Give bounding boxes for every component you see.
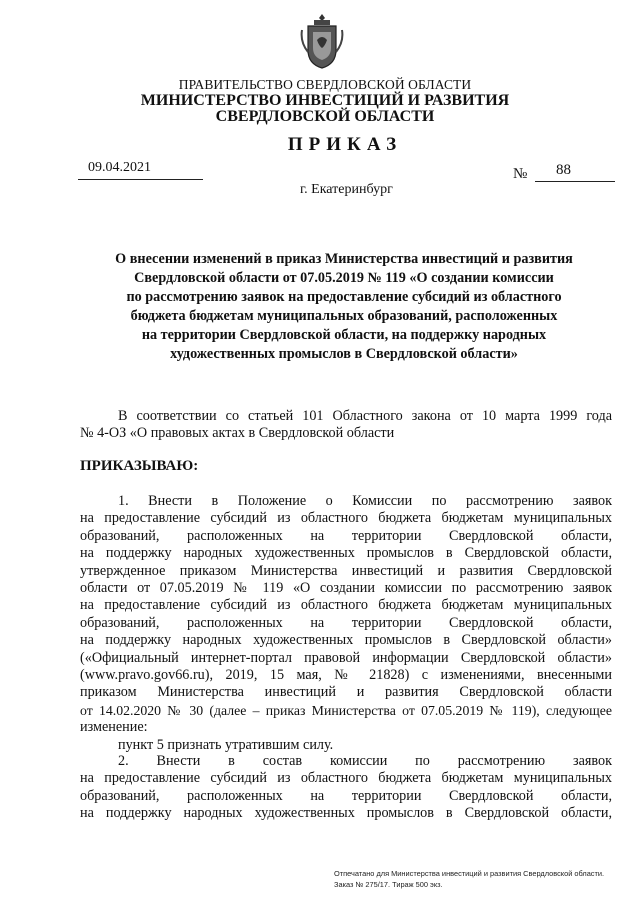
- subject-line: по рассмотрению заявок на предоставление субсидий из областного: [126, 289, 562, 305]
- preamble-line: № 4-ОЗ «О правовых актах в Свердловской области: [80, 425, 395, 442]
- item1-line: (www.pravo.gov66.ru), 2019, 15 мая, № 21828) с изменениями, внесенными: [80, 667, 612, 684]
- item1-line: области от 07.05.2019 № 119 «О создании комиссии по рассмотрению заявок: [80, 580, 612, 597]
- order-subject: [94, 250, 594, 364]
- preamble: [80, 408, 612, 443]
- print-footer: [334, 868, 604, 890]
- item1-line: пункт 5 признать утратившим силу.: [118, 736, 334, 753]
- subject-line: О внесении изменений в приказ Министерства инвестиций и развития: [115, 251, 573, 267]
- item1-line: на предоставление субсидий из областного бюджета бюджетам муниципальных: [80, 597, 612, 614]
- order-item-2: [80, 753, 612, 823]
- subject-line: на территории Свердловской области, на поддержку народных: [141, 327, 547, 343]
- item1-line: образований, расположенных на территории Свердловской области,: [80, 614, 612, 631]
- order-item-1: [80, 493, 612, 754]
- government-name: ПРАВИТЕЛЬСТВО СВЕРДЛОВСКОЙ ОБЛАСТИ: [178, 77, 472, 92]
- coat-of-arms-emblem: [300, 10, 344, 72]
- subject-line: художественных промыслов в Свердловской области»: [170, 346, 518, 362]
- item1-line: 1. Внести в Положение о Комиссии по рассмотрению заявок: [118, 493, 612, 509]
- subject-line: Свердловской области от 07.05.2019 № 119 «О создании комиссии: [134, 270, 554, 286]
- subject-line: бюджета бюджетам муниципальных образований, расположенных: [130, 308, 558, 324]
- item1-line: приказом Министерства инвестиций и развития Свердловской области: [80, 684, 612, 701]
- preamble-line: В соответствии со статьей 101 Областного закона от 10 марта 1999 года: [118, 408, 612, 424]
- order-number: 88: [556, 162, 571, 178]
- document-type-title: ПРИКАЗ: [287, 134, 403, 155]
- item2-line: 2. Внести в состав комиссии по рассмотрению заявок: [118, 753, 612, 769]
- item2-line: образований, расположенных на территории Свердловской области,: [80, 787, 612, 804]
- order-date: 09.04.2021: [88, 160, 151, 175]
- item1-line: образований, расположенных на территории Свердловской области,: [80, 527, 612, 544]
- number-underline: [535, 181, 615, 182]
- item1-line: («Официальный интернет-портал правовой информации Свердловской области»: [80, 649, 612, 666]
- item1-line: на предоставление субсидий из областного бюджета бюджетам муниципальных: [80, 510, 612, 527]
- date-underline: [78, 179, 203, 180]
- item2-line: на поддержку народных художественных промыслов в Свердловской области,: [80, 805, 612, 822]
- footer-line1: Отпечатано для Министерства инвестиций и развития Свердловской области.: [334, 869, 605, 878]
- footer-line2: Заказ № 275/17. Тираж 500 экз.: [334, 880, 443, 889]
- item1-line: на поддержку народных художественных промыслов в Свердловской области»: [80, 632, 612, 649]
- item1-line: изменение:: [80, 719, 148, 736]
- number-label: №: [513, 166, 528, 182]
- order-word: ПРИКАЗЫВАЮ:: [80, 458, 199, 474]
- city: г. Екатеринбург: [300, 182, 393, 197]
- item1-line: утвержденное приказом Министерства инвестиций и развития Свердловской: [80, 562, 612, 579]
- item1-line: на поддержку народных художественных промыслов в Свердловской области,: [80, 545, 612, 562]
- item2-line: на предоставление субсидий из областного бюджета бюджетам муниципальных: [80, 770, 612, 787]
- item1-line: от 14.02.2020 № 30 (далее – приказ Министерства от 07.05.2019 № 119), следующее: [80, 702, 612, 718]
- ministry-name-line1: МИНИСТЕРСТВО ИНВЕСТИЦИЙ И РАЗВИТИЯ: [140, 92, 510, 109]
- ministry-name-line2: СВЕРДЛОВСКОЙ ОБЛАСТИ: [215, 108, 435, 125]
